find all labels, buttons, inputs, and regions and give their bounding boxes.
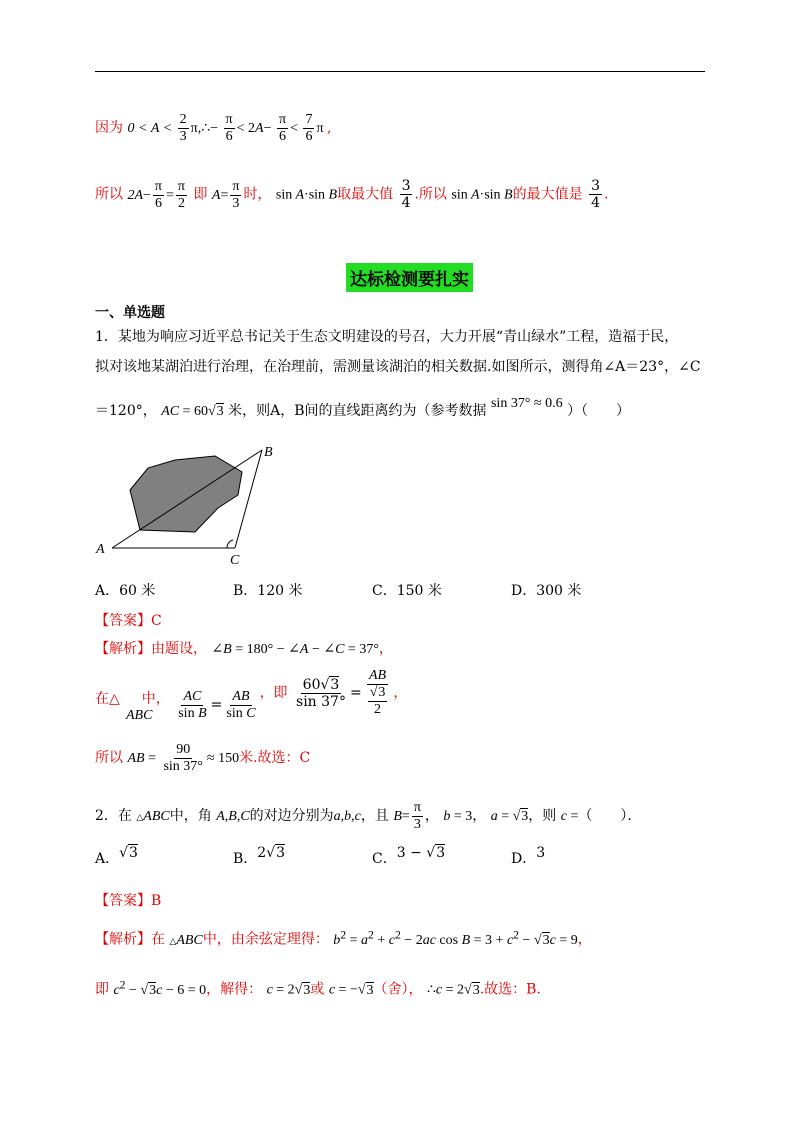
text-so: 所以 [95,186,123,203]
text-ji-2: ，即 [259,685,288,702]
q2-analysis-2: 即 $c^2 - √3c - 6 = 0$，解得： c = 2√3或 c = −√3（舍）， ∴c = 2√3.故选：B. [95,978,541,998]
text-q2-solve: ，解得： [206,981,263,998]
text-q2-ji: 即 [95,981,109,998]
q2-option-c[interactable]: C．3 − √3 [372,845,446,867]
q1-analysis-2: 在△ 中， $\frac{AC}{\text{sin B}}$ = $\frac{AB}{\text{sin C}}$ ，即 $\frac{60√3}{\sin 37^\circ}$ = $\frac{AB}{\frac{√3}{2}}$ ， [95,668,408,721]
text-q2-cosine: 中，由余弦定理得： [202,931,329,948]
q1-option-b[interactable]: B．120 米 [233,583,303,599]
solution-line-1: 因为 0 < A < $\frac{2}{3}$ π,∴− $\frac{\pi}{6}$ < 2A− $\frac{\pi}{6}$ < $\frac{7}{6}$ π , [95,112,332,145]
solution-line-2: 所以 2A− $\frac{\pi}{6}$ = $\frac{\pi}{2}$ 即 A= $\frac{\pi}{3}$ 时， sin A·sin B取最大值 $\frac{3}{4}$ .所以 sin A·sin B的最大值是 $\frac{3}{4}$ . [95,178,609,212]
text-q1-end: ）（ ） [567,403,631,419]
q2-analysis-1: 【解析】在 △ABC中，由余弦定理得： $b^2 = a^2 + c^2 - 2ac$ $\cos B = 3 + c^2 - √3c = 9$， [95,928,592,948]
text-so-2: 所以 [95,749,123,766]
section-banner: 达标检测要扎实 [346,263,473,292]
q2-option-a[interactable]: A．√3 [95,845,138,867]
text-therefore: .所以 [414,186,447,203]
text-q2-and: ，且 [360,807,389,824]
text-in-triangle: 在△ [95,691,120,707]
text-q2-reject: （舍）， [373,981,423,998]
q1-option-c[interactable]: C．150 米 [372,583,442,599]
q2-option-b[interactable]: B．2√3 [233,845,286,867]
text-q2-angle: 中，角 [169,807,212,824]
q1-answer: 【答案】C [95,613,162,629]
q1-line-1: 1．某地为响应习近平总书记关于生态文明建设的号召，大力开展“青山绿水”工程，造福于民， [95,329,679,345]
text-take-max: 取最大值 [337,186,394,203]
q2-option-d[interactable]: D．3 [511,845,546,867]
q2-answer: 【答案】B [95,893,162,909]
q1-line-2: 拟对该地某湖泊进行治理，在治理前，需测量该湖泊的相关数据.如图所示，测得角∠A＝23°，∠C [95,359,701,375]
text-ji: 即 [193,186,208,203]
section-title: 一、单选题 [95,305,165,321]
top-rule [95,71,705,72]
q1-analysis-3: 所以 AB = $\frac{90}{\sin 37^\circ}$ ≈ 150米.故选：C [95,742,311,775]
q1-line-3: ＝120°， AC = 60√3 米，则A，B间的直线距离约为（参考数据 sin 37° ≈ 0.6 ）（ ） [95,396,631,419]
lake-shape [130,456,242,532]
text-zhong: 中， [141,691,170,707]
text-because: 因为 [95,119,123,136]
text-q2-conclusion: .故选：B. [479,981,541,998]
text-q2-blank: （ ）． [578,807,642,824]
q2-line-1: 2．在 △ABC中，角 A,B,C的对边分别为a,b,c，且 B= $\frac{\pi}{3}$ ， b = 3， a = √3，则 c =（ ）． [95,800,642,833]
q1-option-d[interactable]: D．300 米 [511,583,582,599]
q1-analysis-1: 【解析】由题设， ∠B = 180° − ∠A − ∠C = 37°， [95,641,393,657]
text-max-is: 的最大值是 [512,186,583,203]
q2-opt-d-label: D． [511,851,537,867]
q2-opt-c-label: C． [372,851,397,867]
text-dot: . [603,186,609,203]
text-q2-or: 或 [310,981,325,998]
text-q2-then: ，则 [528,807,557,824]
triangle-abc-label: ABC [126,708,153,723]
q1-option-a[interactable]: A．60 米 [95,583,156,599]
angle-c-arc [227,540,233,548]
label-b: B [264,445,273,460]
text-analysis: 【解析】由题设， [95,641,207,657]
text-angle-c: ＝120°， [95,403,157,419]
text-q2-in: 2．在 [95,807,132,824]
text-q2-sides: 的对边分别为 [249,807,334,824]
q2-opt-a-label: A． [95,851,120,867]
text-q2-analysis: 【解析】在 [95,931,165,948]
text-shi: 时， [243,186,272,203]
label-a: A [96,542,105,557]
text-q1-mid: 米，则A，B间的直线距离约为（参考数据 [228,403,487,419]
label-c: C [230,553,240,565]
lake-figure [90,440,280,565]
q2-opt-b-label: B． [233,851,258,867]
text-q1-conclusion: 米.故选：C [239,749,311,766]
